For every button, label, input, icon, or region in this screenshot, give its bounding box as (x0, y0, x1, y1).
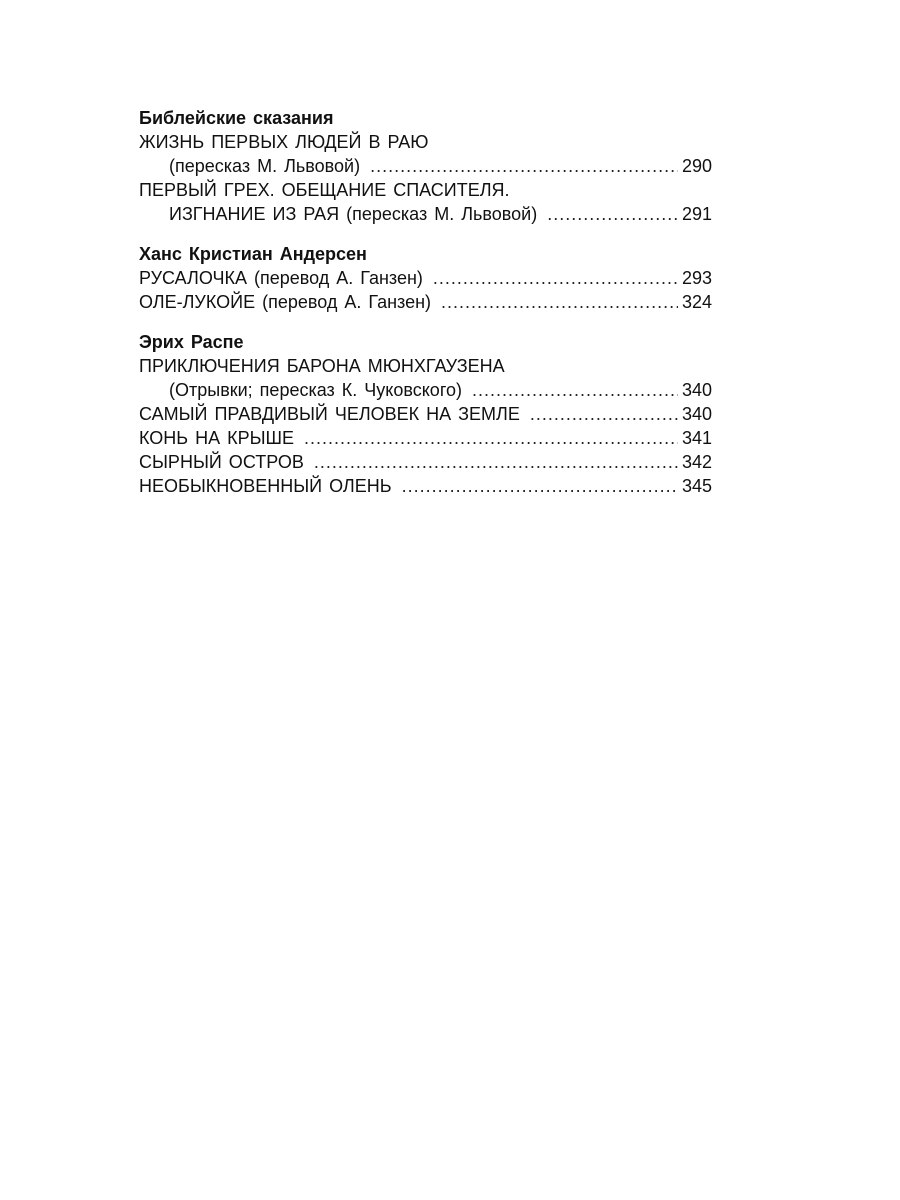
dot-leader (314, 450, 678, 474)
entry-subtitle: ИЗГНАНИЕ ИЗ РАЯ (пересказ М. Львовой) (169, 204, 538, 224)
entry-title: ОЛЕ-ЛУКОЙЕ (перевод А. Ганзен) (139, 292, 432, 312)
dot-leader (472, 378, 678, 402)
entry-title: СЫРНЫЙ ОСТРОВ (139, 452, 304, 472)
toc-section (139, 106, 712, 226)
entry-title: ПРИКЛЮЧЕНИЯ БАРОНА МЮНХГАУЗЕНА (139, 356, 505, 376)
page-number: 341 (681, 428, 712, 448)
page-number: 340 (681, 380, 712, 400)
section-author: Библейские сказания (139, 108, 334, 128)
toc-section (139, 330, 712, 498)
toc-entry[interactable] (139, 266, 712, 290)
toc-entry[interactable] (139, 290, 712, 314)
section-author: Ханс Кристиан Андерсен (139, 244, 367, 264)
dot-leader (370, 154, 678, 178)
entry-subtitle: (Отрывки; пересказ К. Чуковского) (169, 380, 462, 400)
dot-leader (433, 266, 678, 290)
entry-title: ЖИЗНЬ ПЕРВЫХ ЛЮДЕЙ В РАЮ (139, 132, 429, 152)
toc-entry[interactable] (139, 378, 712, 402)
entry-title: КОНЬ НА КРЫШЕ (139, 428, 295, 448)
entry-title: РУСАЛОЧКА (перевод А. Ганзен) (139, 268, 423, 288)
page-number: 345 (681, 476, 712, 496)
toc-entry-title (139, 130, 712, 154)
section-author: Эрих Распе (139, 332, 244, 352)
toc-section (139, 242, 712, 314)
page-number: 290 (681, 156, 712, 176)
dot-leader (530, 402, 678, 426)
dot-leader (304, 426, 678, 450)
toc-entry[interactable] (139, 450, 712, 474)
toc-entry[interactable] (139, 402, 712, 426)
toc-entry-title (139, 178, 712, 202)
toc-entry[interactable] (139, 202, 712, 226)
page-number: 340 (681, 404, 712, 424)
dot-leader (547, 202, 678, 226)
page-number: 293 (681, 268, 712, 288)
toc-entry[interactable] (139, 154, 712, 178)
entry-subtitle: (пересказ М. Львовой) (169, 156, 361, 176)
table-of-contents (139, 106, 712, 514)
entry-title: ПЕРВЫЙ ГРЕХ. ОБЕЩАНИЕ СПАСИТЕЛЯ. (139, 180, 510, 200)
toc-entry[interactable] (139, 426, 712, 450)
toc-entry[interactable] (139, 474, 712, 498)
page-number: 291 (681, 204, 712, 224)
toc-entry-title (139, 354, 712, 378)
dot-leader (441, 290, 678, 314)
page-number: 342 (681, 452, 712, 472)
page-number: 324 (681, 292, 712, 312)
entry-title: НЕОБЫКНОВЕННЫЙ ОЛЕНЬ (139, 476, 392, 496)
entry-title: САМЫЙ ПРАВДИВЫЙ ЧЕЛОВЕК НА ЗЕМЛЕ (139, 404, 520, 424)
dot-leader (402, 474, 678, 498)
